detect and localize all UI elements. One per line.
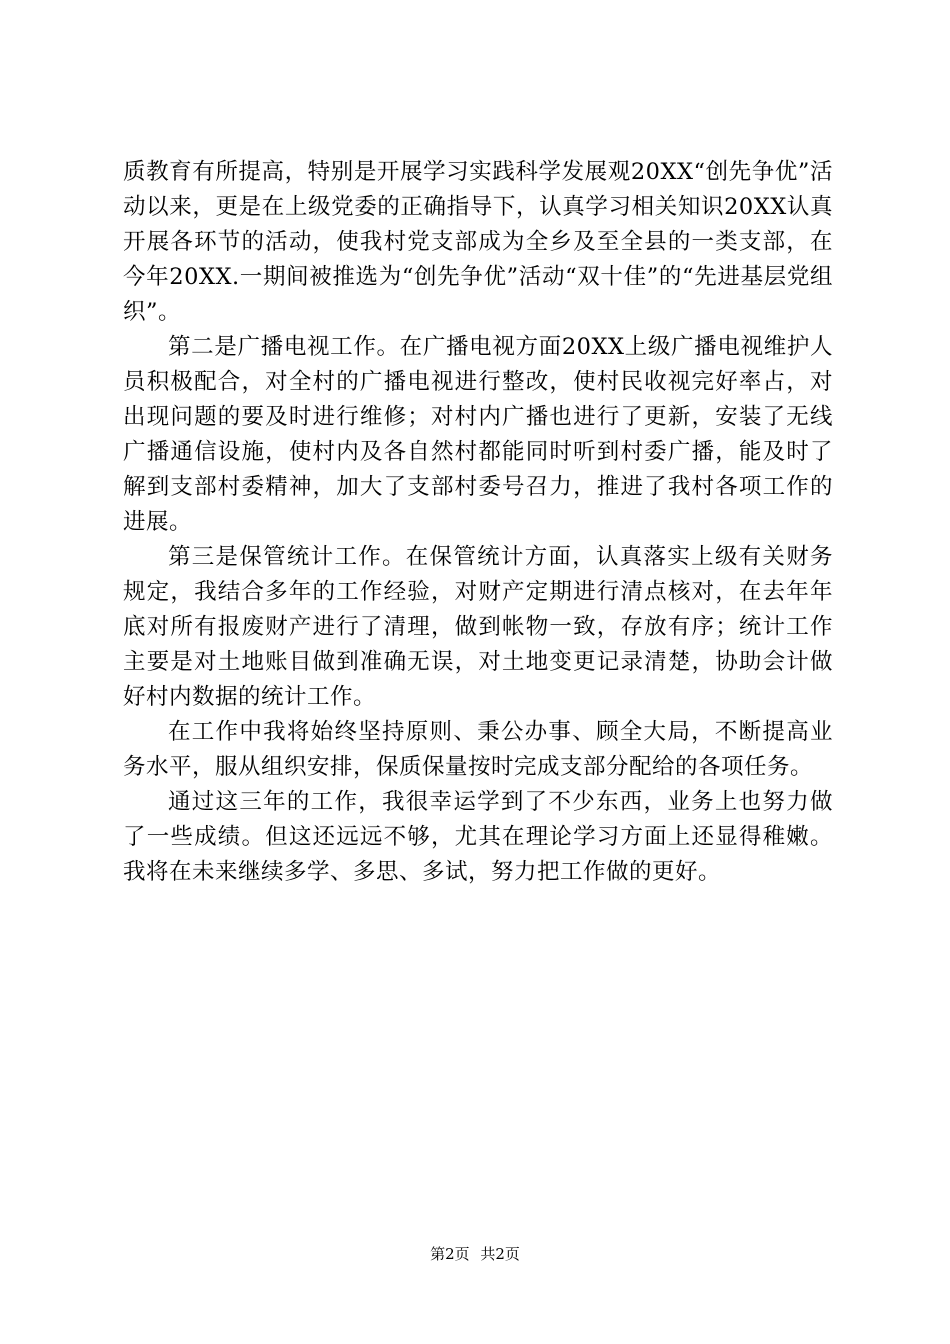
document-body xyxy=(123,155,833,890)
paragraph-4: 在工作中我将始终坚持原则、秉公办事、顾全大局，不断提高业务水平，服从组织安排，保质保量按时完成支部分配给的各项任务。 xyxy=(123,719,833,780)
paragraph-2: 第二是广播电视工作。在广播电视方面20XX上级广播电视维护人员积极配合，对全村的广播电视进行整改，使村民收视完好率占，对出现问题的要及时进行维修；对村内广播也进行了更新，安装了无线广播通信设施，使村内及各自然村都能同时听到村委广播，能及时了解到支部村委精神，加大了支部村委号召力，推进了我村各项工作的进展。 xyxy=(123,334,833,535)
paragraph-1: 质教育有所提高，特别是开展学习实践科学发展观20XX“创先争优”活动以来，更是在上级党委的正确指导下，认真学习相关知识20XX认真开展各环节的活动，使我村党支部成为全乡及至全县的一类支部，在今年20XX.一期间被推选为“创先争优”活动“双十佳”的“先进基层党组织”。 xyxy=(123,159,833,325)
paragraph-3: 第三是保管统计工作。在保管统计方面，认真落实上级有关财务规定，我结合多年的工作经验，对财产定期进行清点核对，在去年年底对所有报废财产进行了清理，做到帐物一致，存放有序；统计工作主要是对土地账目做到准确无误，对土地变更记录清楚，协助会计做好村内数据的统计工作。 xyxy=(123,544,833,710)
page-number-total: 共2页 xyxy=(480,1245,520,1263)
paragraph-5: 通过这三年的工作，我很幸运学到了不少东西，业务上也努力做了一些成绩。但这还远远不够，尤其在理论学习方面上还显得稚嫩。我将在未来继续多学、多思、多试，努力把工作做的更好。 xyxy=(123,789,833,885)
page-footer xyxy=(0,1244,950,1264)
page-number-current: 第2页 xyxy=(430,1245,470,1263)
